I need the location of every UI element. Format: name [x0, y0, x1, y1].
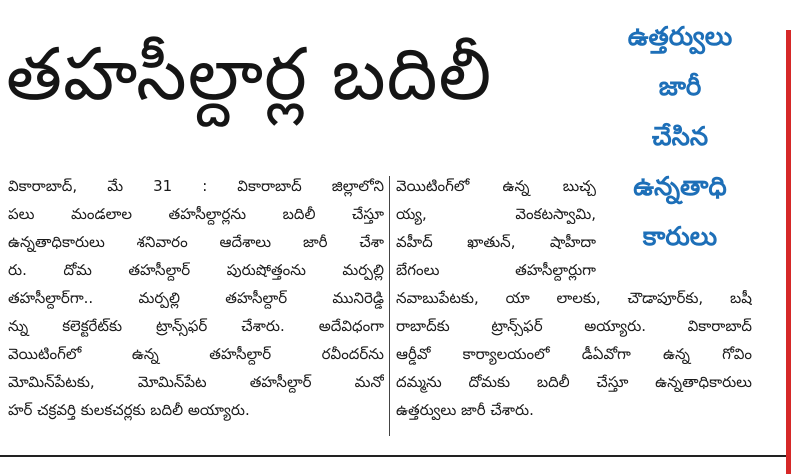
article-line: తహసీల్దార్‌గా.. మర్పల్లి తహసీల్దార్ మునిరెడ్డి: [8, 289, 384, 307]
page-edge-bar: [786, 30, 791, 474]
article-line: హర్ చక్రవర్తి కులకచర్లకు బదిలీ అయ్యారు.: [8, 401, 250, 419]
sidebar-line: కారులు: [642, 222, 718, 252]
article-column-left: [8, 172, 384, 424]
article-line: రు. దోమ తహసీల్దార్ పురుషోత్తంను మర్పల్లి: [8, 261, 384, 279]
article-line: న్ను కలెక్టరేట్‌కు ట్రాన్స్‌ఫర్ చేశారు. అదేవిధంగా: [8, 317, 384, 335]
column-divider: [389, 176, 390, 436]
article-line: బేగంలు తహసీల్దార్లుగా: [396, 261, 596, 279]
article-column-right-top: [396, 172, 596, 284]
sidebar-line: జారీ: [658, 72, 702, 102]
sidebar-line: ఉన్నతాధి: [633, 172, 727, 202]
article-line: రాబాద్‌కు ట్రాన్స్‌ఫర్ అయ్యారు. వికారాబాద్: [396, 317, 752, 335]
sidebar-line: చేసిన: [651, 122, 709, 152]
article-line: వహీద్ ఖాతున్, షాహీదా: [396, 233, 596, 251]
article-column-right-bottom: [396, 284, 752, 424]
article-line: వెయిటింగ్‌లో ఉన్న తహసీల్దార్ రవీందర్‌ను: [8, 345, 384, 363]
sidebar-line: ఉత్తర్వులు: [627, 22, 733, 52]
bottom-rule: [0, 455, 786, 457]
article-line: దమ్మను దోమకు బదిలీ చేస్తూ ఉన్నతాధికారులు: [396, 373, 752, 391]
article-line: నవాబుపేటకు, యా లాలకు, చౌడాపూర్‌కు, బషీ: [396, 289, 752, 307]
article-line: య్య, వెంకటస్వామి,: [396, 205, 596, 223]
article-line: ఉన్నతాధికారులు శనివారం ఆదేశాలు జారీ చేశా: [8, 233, 384, 251]
article-line: మోమిన్‌పేటకు, మోమిన్‌పేట తహసీల్దార్ మనో: [8, 373, 384, 391]
article-line: వెయిటింగ్‌లో ఉన్న బుచ్చ: [396, 177, 596, 195]
article-line: పలు మండలాల తహసీల్దార్లను బదిలీ చేస్తూ: [8, 205, 384, 223]
sidebar-pull-quote: [596, 12, 764, 262]
article-line: ఆర్డీవో కార్యాలయంలో డీఏవోగా ఉన్న గోవిం: [396, 345, 752, 363]
headline: తహసీల్దార్ల బదిలీ: [6, 32, 493, 116]
article-line: ఉత్తర్వులు జారీ చేశారు.: [396, 401, 534, 419]
article-line: వికారాబాద్, మే 31 : వికారాబాద్ జిల్లాలోని: [8, 177, 384, 195]
